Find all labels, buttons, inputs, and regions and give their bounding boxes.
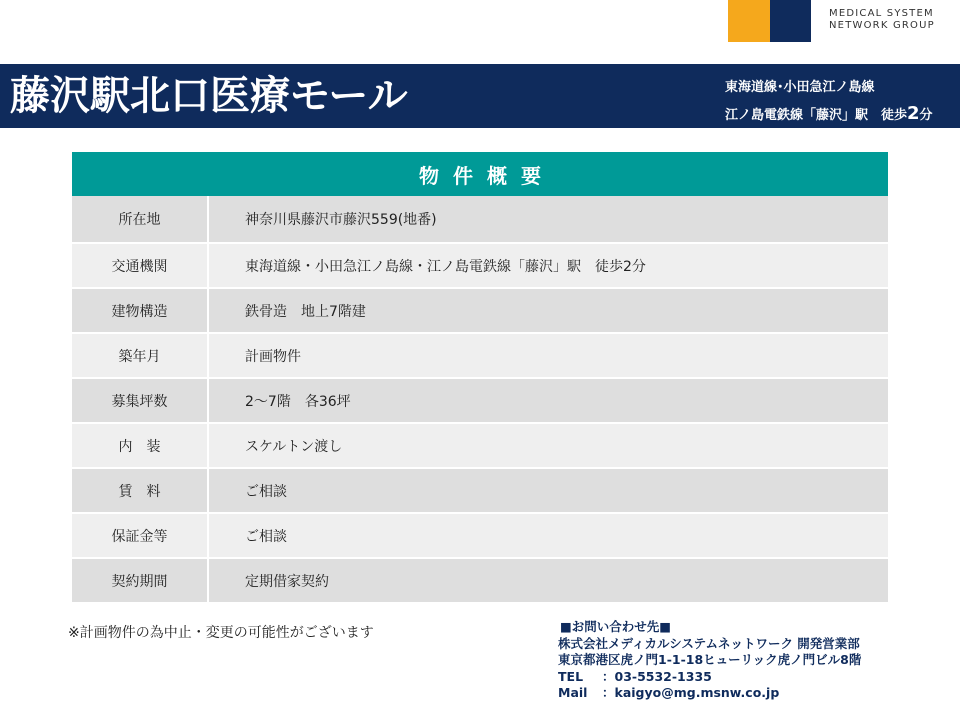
table-heading: 物件概要 <box>72 152 888 196</box>
walk-minutes: 2 <box>907 103 920 124</box>
row-label: 交通機関 <box>72 244 209 287</box>
contact-mail-line <box>558 685 861 702</box>
contact-company: 株式会社メディカルシステムネットワーク 開発営業部 <box>558 635 860 651</box>
table-row <box>72 422 888 467</box>
contact-address: 東京都港区虎ノ門1-1-18ヒューリック虎ノ門ビル8階 <box>558 652 862 667</box>
table-row <box>72 242 888 287</box>
access-line-2-text: 江ノ島電鉄線「藤沢」駅 徒歩 <box>725 108 908 123</box>
row-value: 計画物件 <box>209 334 888 377</box>
access-line-2 <box>725 101 933 129</box>
table-row <box>72 467 888 512</box>
station-access <box>725 75 933 129</box>
company-logo <box>728 0 960 42</box>
row-label: 内 装 <box>72 424 209 467</box>
row-label: 建物構造 <box>72 289 209 332</box>
table-row <box>72 287 888 332</box>
row-value: 東海道線・小田急江ノ島線・江ノ島電鉄線「藤沢」駅 徒歩2分 <box>209 244 888 287</box>
tel-label: TEL <box>558 668 584 684</box>
row-value: 鉄骨造 地上7階建 <box>209 289 888 332</box>
row-label: 保証金等 <box>72 514 209 557</box>
row-value: 神奈川県藤沢市藤沢559(地番) <box>209 196 888 242</box>
table-row <box>72 377 888 422</box>
access-line-1: 東海道線･小田急江ノ島線 <box>725 80 875 95</box>
tel-number: ：03-5532-1335 <box>602 668 712 684</box>
logo-text-line2: NETWORK GROUP <box>829 20 935 31</box>
header-band <box>0 64 960 128</box>
row-label: 所在地 <box>72 196 209 242</box>
footnote: ※計画物件の為中止・変更の可能性がございます <box>68 625 374 641</box>
row-label: 募集坪数 <box>72 379 209 422</box>
row-value: 定期借家契約 <box>209 559 888 602</box>
page-title: 藤沢駅北口医療モール <box>10 73 408 119</box>
table-row <box>72 512 888 557</box>
row-label: 契約期間 <box>72 559 209 602</box>
row-value: スケルトン渡し <box>209 424 888 467</box>
walk-unit: 分 <box>919 108 933 123</box>
contact-block <box>558 619 861 702</box>
contact-heading: ■お問い合わせ先■ <box>560 619 672 634</box>
table-row <box>72 557 888 602</box>
table-row <box>72 196 888 242</box>
contact-tel-line <box>558 669 861 686</box>
logo-text-line1: MEDICAL SYSTEM <box>829 8 934 19</box>
row-label: 築年月 <box>72 334 209 377</box>
property-overview-table <box>72 152 888 602</box>
mail-label: Mail <box>558 685 588 700</box>
row-value: 2～7階 各36坪 <box>209 379 888 422</box>
table-row <box>72 332 888 377</box>
logo-text <box>829 8 935 32</box>
row-value: ご相談 <box>209 469 888 512</box>
logo-mark-orange <box>728 0 770 42</box>
row-value: ご相談 <box>209 514 888 557</box>
logo-mark-navy <box>770 0 811 42</box>
row-label: 賃 料 <box>72 469 209 512</box>
mail-address[interactable]: ：kaigyo@mg.msnw.co.jp <box>602 685 780 700</box>
